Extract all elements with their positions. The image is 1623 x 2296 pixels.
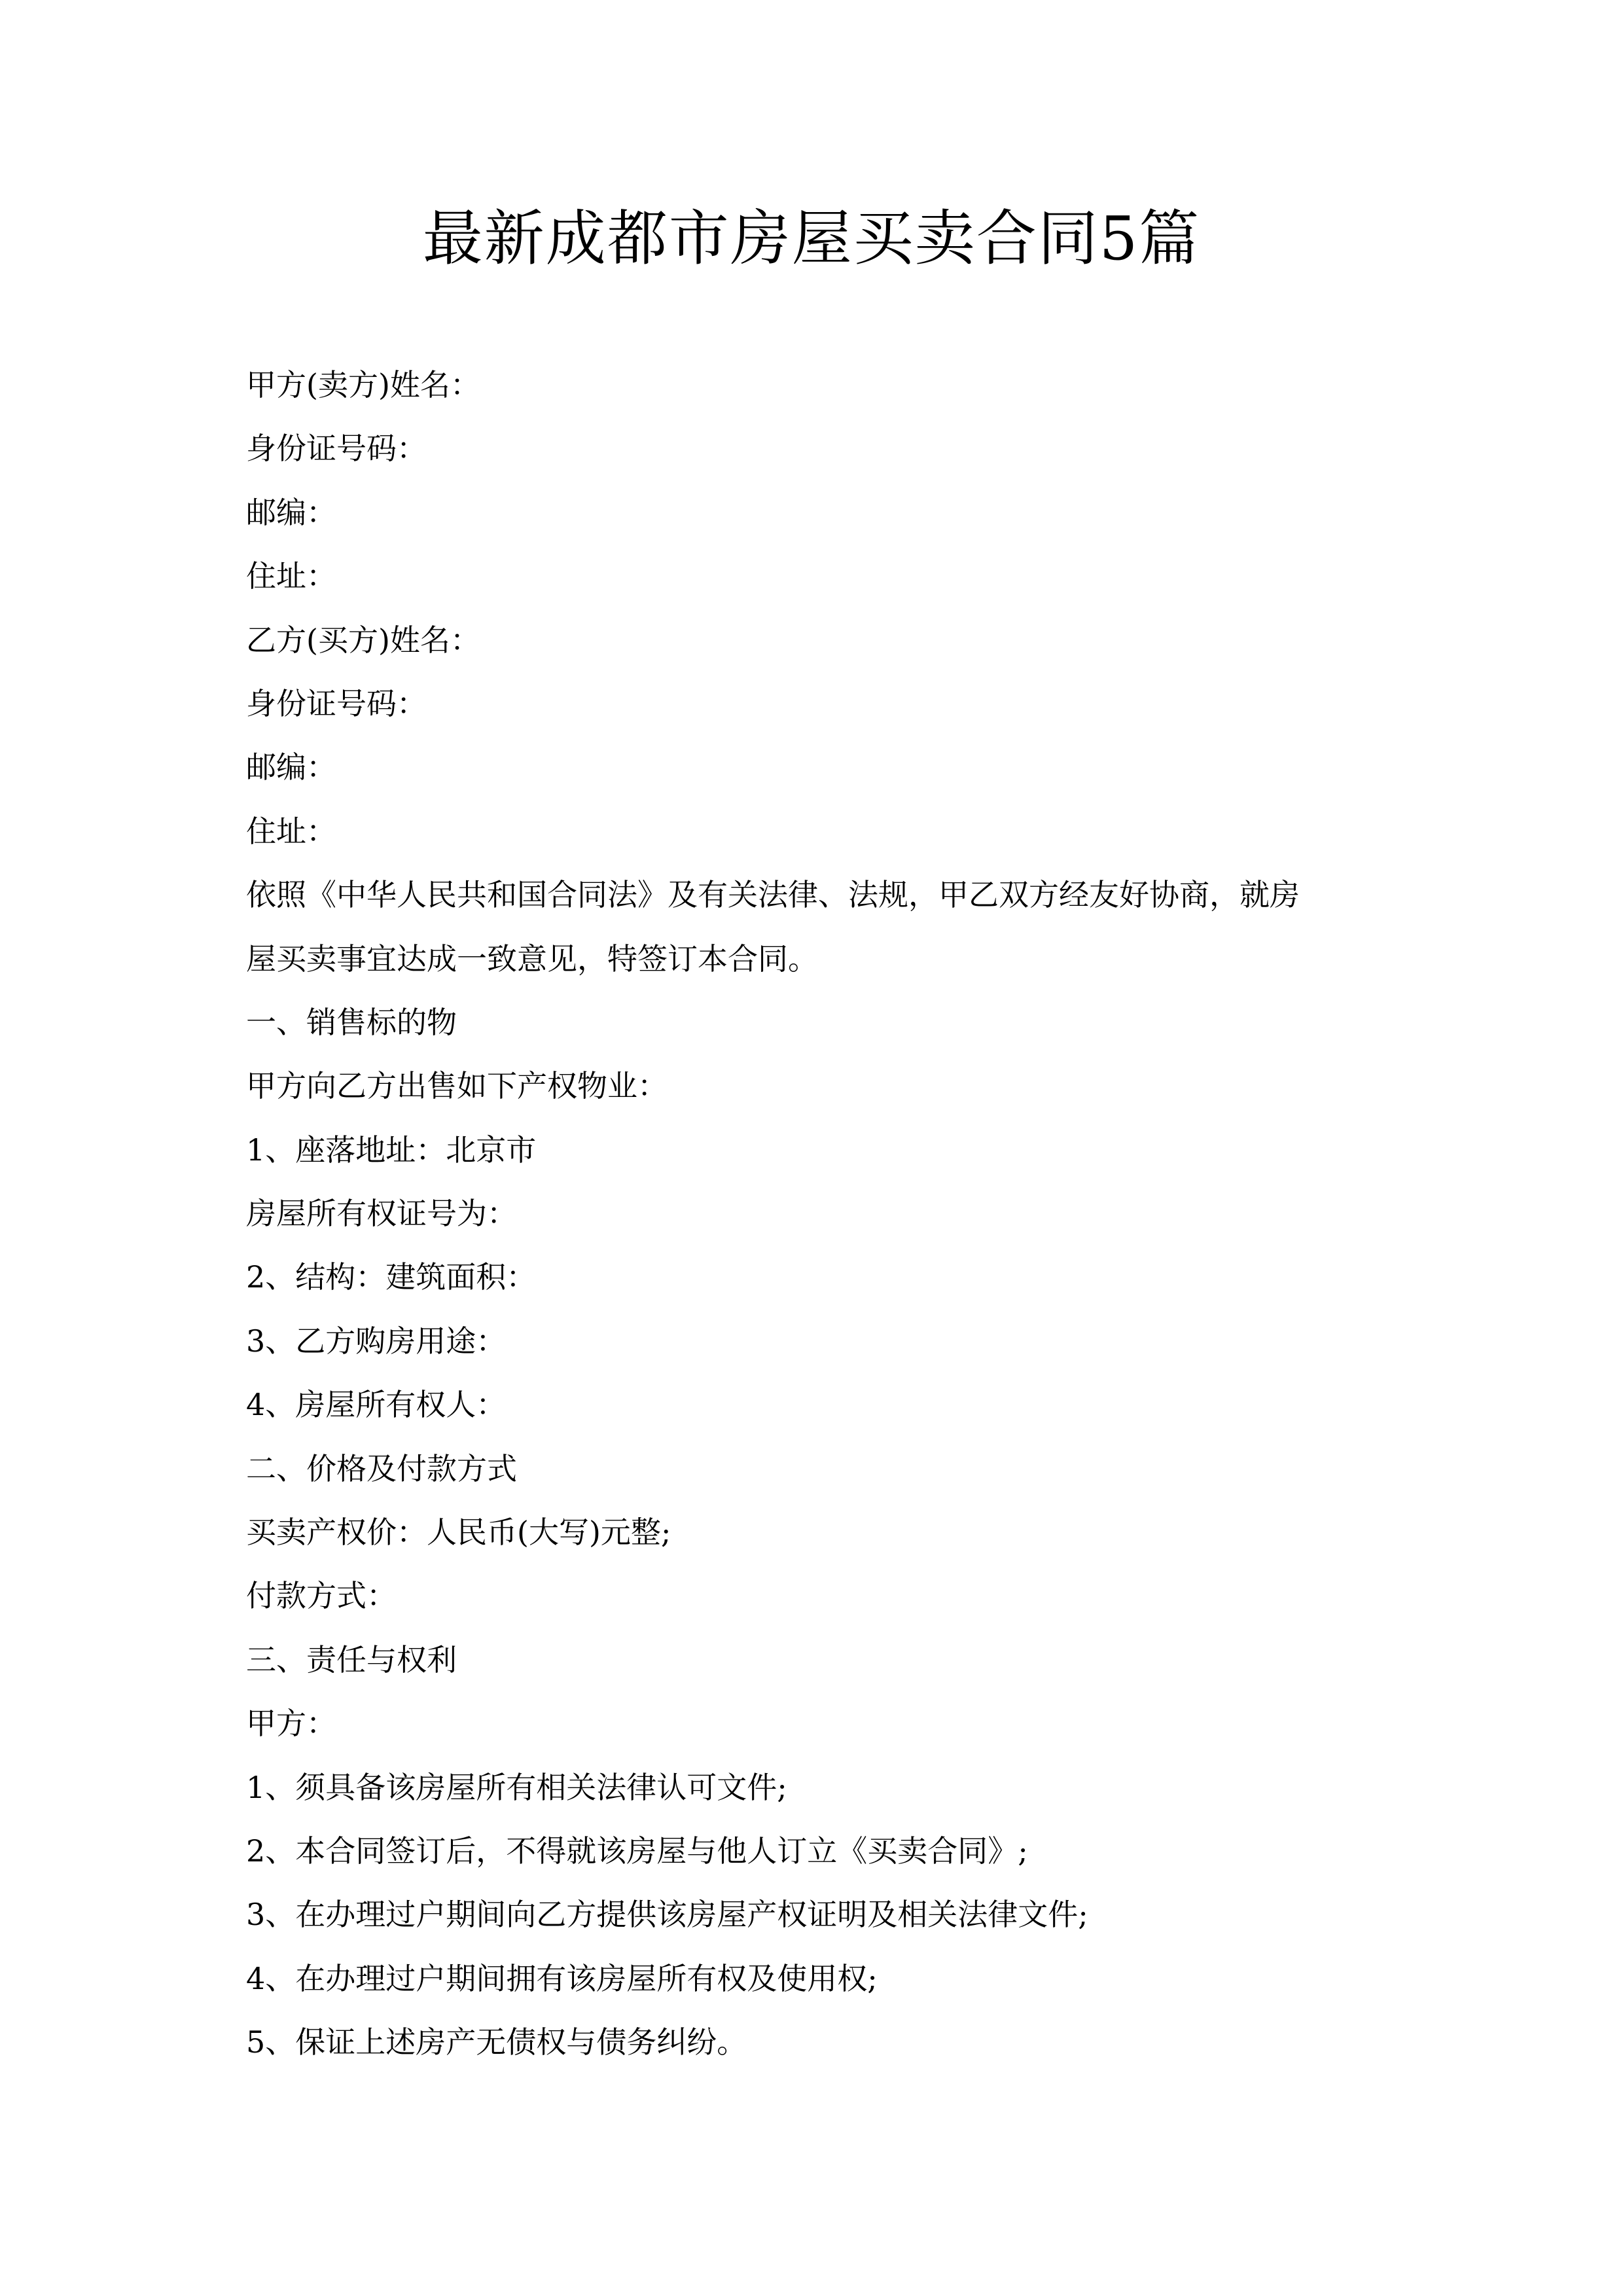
section-2-payment: 付款方式：	[246, 1578, 397, 1614]
section-1-item-1: 1、座落地址：北京市	[246, 1132, 537, 1168]
section-heading-2: 二、价格及付款方式	[246, 1450, 517, 1486]
section-3-item-2: 2、本合同签订后，不得就该房屋与他人订立《买卖合同》;	[246, 1833, 1028, 1869]
section-1-certificate: 房屋所有权证号为：	[246, 1196, 517, 1232]
buyer-id-label: 身份证号码：	[246, 685, 427, 721]
buyer-address-label: 住址：	[246, 813, 336, 849]
preamble-line-1: 依照《中华人民共和国合同法》及有关法律、法规，甲乙双方经友好协商，就房	[246, 877, 1300, 913]
buyer-name-label: 乙方(买方)姓名：	[246, 622, 480, 658]
buyer-postcode-label: 邮编：	[246, 749, 336, 785]
section-heading-1: 一、销售标的物	[246, 1004, 457, 1040]
section-2-price: 买卖产权价：人民币(大写)元整;	[246, 1515, 671, 1551]
document-body	[246, 353, 1385, 2075]
section-3-item-4: 4、在办理过户期间拥有该房屋所有权及使用权;	[246, 1960, 878, 1996]
section-3-item-3: 3、在办理过户期间向乙方提供该房屋产权证明及相关法律文件;	[246, 1897, 1088, 1933]
document-title: 最新成都市房屋买卖合同5篇	[422, 204, 1201, 274]
section-3-party-a: 甲方：	[246, 1706, 336, 1742]
preamble-line-2: 屋买卖事宜达成一致意见，特签订本合同。	[246, 941, 818, 977]
section-1-item-3: 3、乙方购房用途：	[246, 1323, 507, 1359]
section-3-item-5: 5、保证上述房产无债权与债务纠纷。	[246, 2024, 747, 2060]
seller-id-label: 身份证号码：	[246, 431, 427, 467]
section-heading-3: 三、责任与权利	[246, 1641, 457, 1677]
seller-address-label: 住址：	[246, 558, 336, 594]
seller-postcode-label: 邮编：	[246, 494, 336, 530]
section-3-item-1: 1、须具备该房屋所有相关法律认可文件;	[246, 1769, 787, 1805]
section-1-item-2: 2、结构：建筑面积：	[246, 1259, 537, 1295]
section-1-intro: 甲方向乙方出售如下产权物业：	[246, 1068, 668, 1104]
seller-name-label: 甲方(卖方)姓名：	[246, 367, 480, 403]
section-1-item-4: 4、房屋所有权人：	[246, 1387, 507, 1423]
